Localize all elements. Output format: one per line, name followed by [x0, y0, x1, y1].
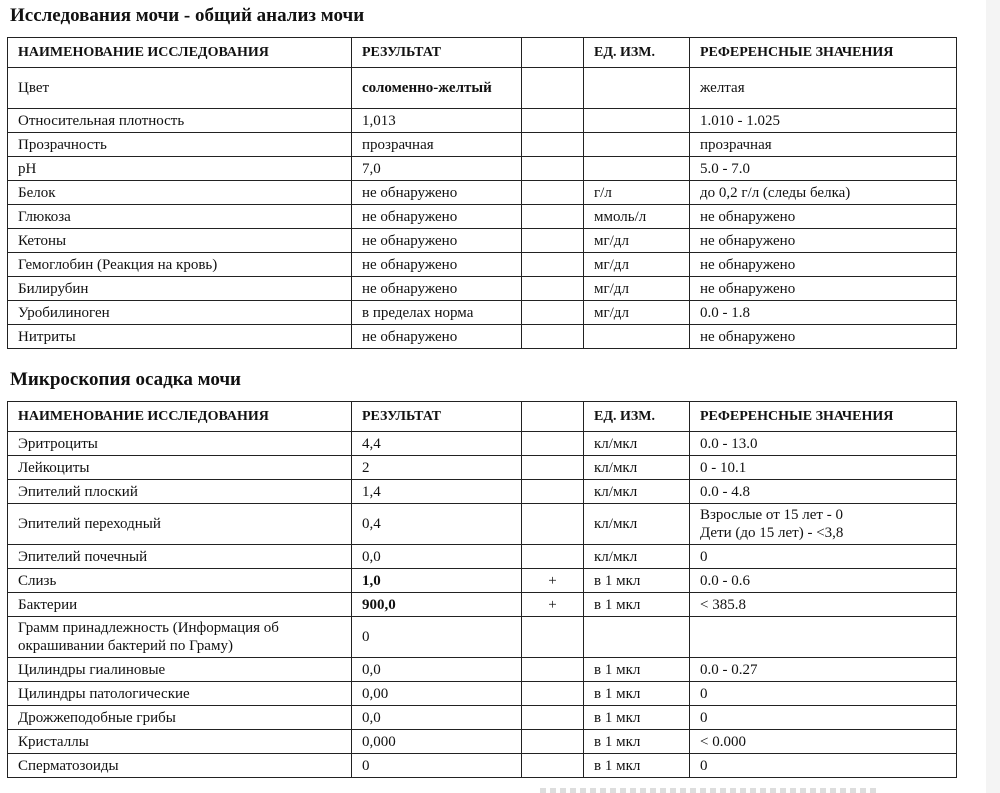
- table-header-row: [8, 38, 957, 68]
- test-reference: Взрослые от 15 лет - 0 Дети (до 15 лет) - <3,8: [690, 504, 957, 545]
- header-flag: [522, 402, 584, 432]
- test-reference: 0: [690, 706, 957, 730]
- test-flag: [522, 229, 584, 253]
- test-reference: 0.0 - 4.8: [690, 480, 957, 504]
- test-name: Цвет: [8, 68, 352, 109]
- test-name: Лейкоциты: [8, 456, 352, 480]
- test-flag: [522, 205, 584, 229]
- table-row: [8, 730, 957, 754]
- test-reference: < 385.8: [690, 593, 957, 617]
- test-name: Слизь: [8, 569, 352, 593]
- test-reference: 5.0 - 7.0: [690, 157, 957, 181]
- test-result: прозрачная: [352, 133, 522, 157]
- test-flag: [522, 432, 584, 456]
- section-title-microscopy: Микроскопия осадка мочи: [10, 369, 241, 390]
- table-row: [8, 682, 957, 706]
- test-unit: [584, 617, 690, 658]
- test-unit: [584, 325, 690, 349]
- test-name: Прозрачность: [8, 133, 352, 157]
- test-reference: 0.0 - 0.6: [690, 569, 957, 593]
- test-reference: до 0,2 г/л (следы белка): [690, 181, 957, 205]
- table-row: [8, 545, 957, 569]
- test-unit: кл/мкл: [584, 456, 690, 480]
- test-flag: [522, 253, 584, 277]
- test-flag: [522, 730, 584, 754]
- test-reference: 0 - 10.1: [690, 456, 957, 480]
- test-unit: [584, 68, 690, 109]
- test-result: не обнаружено: [352, 181, 522, 205]
- test-reference: желтая: [690, 68, 957, 109]
- header-result: РЕЗУЛЬТАТ: [352, 402, 522, 432]
- test-reference: < 0.000: [690, 730, 957, 754]
- test-result: 2: [352, 456, 522, 480]
- test-unit: в 1 мкл: [584, 658, 690, 682]
- test-result: 0: [352, 617, 522, 658]
- table-row: [8, 277, 957, 301]
- test-result: 0,4: [352, 504, 522, 545]
- table-row: [8, 109, 957, 133]
- test-name: Кристаллы: [8, 730, 352, 754]
- test-flag: [522, 617, 584, 658]
- test-flag: [522, 277, 584, 301]
- test-result: 0,0: [352, 658, 522, 682]
- test-unit: мг/дл: [584, 253, 690, 277]
- table-row: [8, 133, 957, 157]
- section-title-urinalysis: Исследования мочи - общий анализ мочи: [10, 5, 365, 26]
- test-result: 0: [352, 754, 522, 778]
- table-row: [8, 658, 957, 682]
- test-flag: [522, 682, 584, 706]
- test-unit: [584, 157, 690, 181]
- test-reference: 0.0 - 0.27: [690, 658, 957, 682]
- test-name: Глюкоза: [8, 205, 352, 229]
- table-row: [8, 432, 957, 456]
- test-result: 0,000: [352, 730, 522, 754]
- test-flag: [522, 181, 584, 205]
- header-unit: ЕД. ИЗМ.: [584, 38, 690, 68]
- table-header-row: [8, 402, 957, 432]
- test-flag: [522, 109, 584, 133]
- test-name: Цилиндры патологические: [8, 682, 352, 706]
- table-row: [8, 325, 957, 349]
- test-flag: [522, 545, 584, 569]
- test-result: не обнаружено: [352, 325, 522, 349]
- table-row: [8, 301, 957, 325]
- test-unit: мг/дл: [584, 277, 690, 301]
- test-flag: [522, 754, 584, 778]
- test-unit: ммоль/л: [584, 205, 690, 229]
- test-reference: [690, 617, 957, 658]
- table-row: [8, 205, 957, 229]
- table-row: [8, 229, 957, 253]
- test-unit: в 1 мкл: [584, 706, 690, 730]
- test-result: 0,0: [352, 706, 522, 730]
- test-reference: 0.0 - 13.0: [690, 432, 957, 456]
- table-row: [8, 504, 957, 545]
- test-reference: не обнаружено: [690, 253, 957, 277]
- test-reference: не обнаружено: [690, 205, 957, 229]
- test-name: Билирубин: [8, 277, 352, 301]
- header-reference: РЕФЕРЕНСНЫЕ ЗНАЧЕНИЯ: [690, 402, 957, 432]
- test-name: Эпителий почечный: [8, 545, 352, 569]
- test-flag: [522, 456, 584, 480]
- test-flag: [522, 325, 584, 349]
- microscopy-table: [7, 401, 957, 778]
- header-test-name: НАИМЕНОВАНИЕ ИССЛЕДОВАНИЯ: [8, 402, 352, 432]
- test-unit: г/л: [584, 181, 690, 205]
- test-result: 1,4: [352, 480, 522, 504]
- test-unit: в 1 мкл: [584, 682, 690, 706]
- table-row: [8, 68, 957, 109]
- test-name: Цилиндры гиалиновые: [8, 658, 352, 682]
- test-flag: [522, 68, 584, 109]
- header-flag: [522, 38, 584, 68]
- table-row: [8, 480, 957, 504]
- table-row: [8, 706, 957, 730]
- test-flag: [522, 706, 584, 730]
- test-unit: [584, 133, 690, 157]
- test-result: 0,0: [352, 545, 522, 569]
- urinalysis-table: [7, 37, 957, 349]
- header-unit: ЕД. ИЗМ.: [584, 402, 690, 432]
- test-flag: [522, 157, 584, 181]
- table-row: [8, 569, 957, 593]
- test-result: соломенно-желтый: [352, 68, 522, 109]
- test-name: Белок: [8, 181, 352, 205]
- test-result: 1,013: [352, 109, 522, 133]
- test-unit: в 1 мкл: [584, 569, 690, 593]
- test-flag: [522, 504, 584, 545]
- test-unit: в 1 мкл: [584, 730, 690, 754]
- test-name: Гемоглобин (Реакция на кровь): [8, 253, 352, 277]
- test-name: Сперматозоиды: [8, 754, 352, 778]
- test-reference: 1.010 - 1.025: [690, 109, 957, 133]
- test-reference: 0: [690, 682, 957, 706]
- test-unit: мг/дл: [584, 301, 690, 325]
- test-result: 0,00: [352, 682, 522, 706]
- test-unit: [584, 109, 690, 133]
- test-name: Уробилиноген: [8, 301, 352, 325]
- test-result: не обнаружено: [352, 277, 522, 301]
- test-reference: не обнаружено: [690, 277, 957, 301]
- test-reference: 0: [690, 754, 957, 778]
- test-reference: 0.0 - 1.8: [690, 301, 957, 325]
- test-name: Относительная плотность: [8, 109, 352, 133]
- table-row: [8, 754, 957, 778]
- test-unit: кл/мкл: [584, 480, 690, 504]
- test-unit: в 1 мкл: [584, 593, 690, 617]
- header-reference: РЕФЕРЕНСНЫЕ ЗНАЧЕНИЯ: [690, 38, 957, 68]
- header-result: РЕЗУЛЬТАТ: [352, 38, 522, 68]
- test-result: 1,0: [352, 569, 522, 593]
- abnormal-flag: +: [522, 569, 584, 593]
- test-name: Бактерии: [8, 593, 352, 617]
- test-result: 900,0: [352, 593, 522, 617]
- test-flag: [522, 301, 584, 325]
- test-result: не обнаружено: [352, 253, 522, 277]
- test-flag: [522, 658, 584, 682]
- test-unit: кл/мкл: [584, 504, 690, 545]
- test-unit: кл/мкл: [584, 432, 690, 456]
- table-row: [8, 593, 957, 617]
- test-result: не обнаружено: [352, 229, 522, 253]
- test-name: Дрожжеподобные грибы: [8, 706, 352, 730]
- test-name: Нитриты: [8, 325, 352, 349]
- test-result: не обнаружено: [352, 205, 522, 229]
- test-result: 7,0: [352, 157, 522, 181]
- table-row: [8, 253, 957, 277]
- table-row: [8, 157, 957, 181]
- test-reference: не обнаружено: [690, 325, 957, 349]
- page-edge: [986, 0, 1000, 793]
- test-unit: в 1 мкл: [584, 754, 690, 778]
- table-row: [8, 456, 957, 480]
- test-result: 4,4: [352, 432, 522, 456]
- test-name: Кетоны: [8, 229, 352, 253]
- test-name: Грамм принадлежность (Информация об окрашивании бактерий по Граму): [8, 617, 352, 658]
- cropped-text-fragment: [540, 788, 880, 793]
- test-name: Эпителий плоский: [8, 480, 352, 504]
- test-unit: кл/мкл: [584, 545, 690, 569]
- abnormal-flag: +: [522, 593, 584, 617]
- test-name: Эпителий переходный: [8, 504, 352, 545]
- test-name: pH: [8, 157, 352, 181]
- test-reference: 0: [690, 545, 957, 569]
- header-test-name: НАИМЕНОВАНИЕ ИССЛЕДОВАНИЯ: [8, 38, 352, 68]
- test-flag: [522, 133, 584, 157]
- table-row: [8, 617, 957, 658]
- test-name: Эритроциты: [8, 432, 352, 456]
- test-result: в пределах норма: [352, 301, 522, 325]
- test-reference: прозрачная: [690, 133, 957, 157]
- table-row: [8, 181, 957, 205]
- test-reference: не обнаружено: [690, 229, 957, 253]
- test-flag: [522, 480, 584, 504]
- test-unit: мг/дл: [584, 229, 690, 253]
